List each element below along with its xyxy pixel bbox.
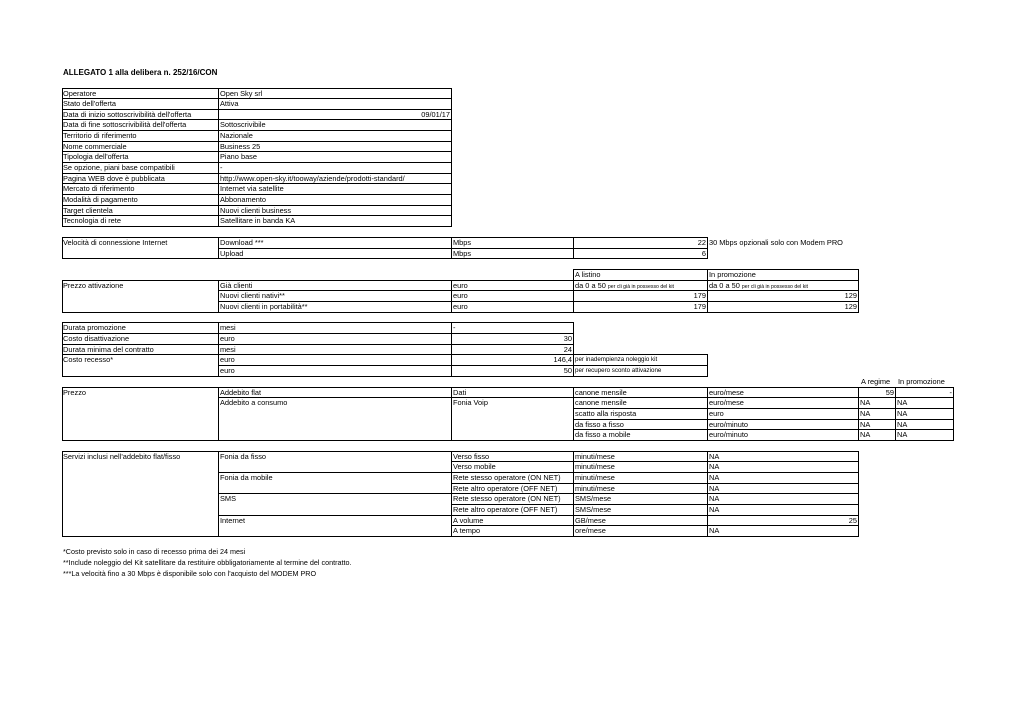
service-unit: ore/mese (575, 526, 606, 535)
activation-unit: euro (453, 281, 468, 290)
duration-label: Costo recesso* (63, 355, 114, 364)
info-label: Tecnologia di rete (63, 216, 121, 225)
consumption-regime: NA (860, 420, 871, 429)
duration-unit: euro (220, 366, 235, 375)
consumption-promo: NA (897, 420, 908, 429)
info-value: Sottoscrivibile (220, 120, 266, 129)
activation-listino: 179 (693, 302, 706, 311)
info-label: Stato dell'offerta (63, 99, 117, 108)
info-label: Nome commerciale (63, 142, 127, 151)
service-group: Fonia da mobile (220, 473, 273, 482)
service-group: Internet (220, 516, 246, 525)
consumption-promo: NA (897, 409, 908, 418)
service-value: NA (709, 494, 720, 503)
col-header-promo: In promozione (898, 377, 945, 386)
consumption-item: scatto alla risposta (575, 409, 637, 418)
duration-note: per recupero sconto attivazione (575, 367, 662, 374)
consumption-type: Fonia Voip (453, 398, 488, 407)
info-value: Nazionale (220, 131, 253, 140)
consumption-unit: euro/mese (709, 398, 744, 407)
service-value: NA (709, 484, 720, 493)
price-label: Prezzo (63, 388, 87, 397)
service-item: Rete altro operatore (OFF NET) (453, 505, 558, 514)
duration-label: Costo disattivazione (63, 334, 130, 343)
activation-type: Già clienti (220, 281, 253, 290)
footnote: ***La velocità fino a 30 Mbps è disponibile solo con l'acquisto del MODEM PRO (63, 569, 317, 578)
activation-label: Prezzo attivazione (63, 281, 124, 290)
duration-unit: mesi (220, 345, 236, 354)
info-value: Abbonamento (220, 195, 267, 204)
service-item: Rete stesso operatore (ON NET) (453, 473, 561, 482)
flat-regime: 59 (885, 388, 894, 397)
duration-value: 24 (563, 345, 572, 354)
consumption-charge-label: Addebito a consumo (220, 398, 288, 407)
activation-type: Nuovi clienti in portabilità** (220, 302, 308, 311)
info-value: Open Sky srl (220, 89, 263, 98)
col-header-listino: A listino (575, 270, 601, 279)
duration-unit: euro (220, 334, 235, 343)
info-label: Territorio di riferimento (63, 131, 137, 140)
consumption-unit: euro/minuto (709, 420, 749, 429)
service-unit: minuti/mese (575, 452, 615, 461)
footnote: **Include noleggio del Kit satellitare da restituire obbligatoriamente al termine del contratto. (63, 558, 352, 567)
speed-type: Upload (220, 249, 244, 258)
speed-value: 22 (697, 238, 706, 247)
service-unit: minuti/mese (575, 473, 615, 482)
speed-unit: Mbps (453, 249, 472, 258)
activation-listino: da 0 a 50 per cli già in possesso del kit (575, 281, 674, 290)
speed-label: Velocità di connessione Internet (63, 238, 168, 247)
info-value: - (220, 163, 223, 172)
services-label: Servizi inclusi nell'addebito flat/fisso (63, 452, 181, 461)
activation-listino: 179 (693, 291, 706, 300)
info-value: Business 25 (220, 142, 261, 151)
duration-label: Durata minima del contratto (63, 345, 154, 354)
consumption-promo: NA (897, 430, 908, 439)
info-value: 09/01/17 (421, 110, 450, 119)
speed-value: 6 (701, 249, 706, 258)
service-group: SMS (220, 494, 237, 503)
activation-promo: 129 (844, 302, 857, 311)
service-item: Rete stesso operatore (ON NET) (453, 494, 561, 503)
service-value: NA (709, 505, 720, 514)
info-value: Nuovi clienti business (220, 206, 292, 215)
info-label: Data di inizio sottoscrivibilità dell'offerta (63, 110, 192, 119)
info-value: Attiva (220, 99, 239, 108)
service-item: Verso fisso (453, 452, 490, 461)
web-page-link[interactable]: http://www.open-sky.it/tooway/aziende/prodotti-standard/ (220, 174, 405, 183)
flat-unit: euro/mese (709, 388, 744, 397)
flat-item: canone mensile (575, 388, 627, 397)
consumption-unit: euro (709, 409, 724, 418)
footnote: *Costo previsto solo in caso di recesso prima dei 24 mesi (63, 547, 246, 556)
consumption-item: da fisso a mobile (575, 430, 631, 439)
duration-value: - (453, 323, 456, 332)
info-label: Se opzione, piani base compatibili (63, 163, 175, 172)
document-title: ALLEGATO 1 alla delibera n. 252/16/CON (63, 68, 218, 77)
duration-value: 30 (563, 334, 572, 343)
duration-unit: euro (220, 355, 235, 364)
info-label: Modalità di pagamento (63, 195, 138, 204)
service-value: 25 (848, 516, 857, 525)
consumption-unit: euro/minuto (709, 430, 749, 439)
service-value: NA (709, 462, 720, 471)
duration-label: Durata promozione (63, 323, 126, 332)
consumption-item: canone mensile (575, 398, 627, 407)
duration-note: per inadempienza noleggio kit (575, 356, 658, 363)
duration-value: 146,4 (553, 355, 572, 364)
info-value: Satellitare in banda KA (220, 216, 296, 225)
consumption-regime: NA (860, 409, 871, 418)
duration-unit: mesi (220, 323, 236, 332)
speed-unit: Mbps (453, 238, 472, 247)
service-unit: SMS/mese (575, 505, 612, 514)
consumption-item: da fisso a fisso (575, 420, 624, 429)
service-value: NA (709, 473, 720, 482)
info-label: Target clientela (63, 206, 113, 215)
info-label: Data di fine sottoscrivibilità dell'offerta (63, 120, 187, 129)
info-label: Pagina WEB dove è pubblicata (63, 174, 165, 183)
info-value: Internet via satellite (220, 184, 284, 193)
info-label: Mercato di riferimento (63, 184, 135, 193)
activation-promo: 129 (844, 291, 857, 300)
activation-type: Nuovi clienti nativi** (220, 291, 285, 300)
service-group: Fonia da fisso (220, 452, 267, 461)
consumption-regime: NA (860, 430, 871, 439)
activation-unit: euro (453, 302, 468, 311)
service-unit: minuti/mese (575, 462, 615, 471)
info-label: Operatore (63, 89, 97, 98)
info-value: Piano base (220, 152, 257, 161)
flat-type: Dati (453, 388, 467, 397)
service-item: Verso mobile (453, 462, 496, 471)
flat-charge-label: Addebito flat (220, 388, 262, 397)
speed-note: 30 Mbps opzionali solo con Modem PRO (709, 238, 843, 247)
activation-promo: da 0 a 50 per cli già in possesso del kit (709, 281, 808, 290)
service-unit: minuti/mese (575, 484, 615, 493)
service-unit: GB/mese (575, 516, 606, 525)
col-header-promo: In promozione (709, 270, 756, 279)
service-item: A tempo (453, 526, 481, 535)
service-value: NA (709, 526, 720, 535)
consumption-regime: NA (860, 398, 871, 407)
service-unit: SMS/mese (575, 494, 612, 503)
flat-promo: - (949, 388, 952, 397)
service-item: Rete altro operatore (OFF NET) (453, 484, 558, 493)
speed-type: Download *** (220, 238, 264, 247)
info-label: Tipologia dell'offerta (63, 152, 129, 161)
service-value: NA (709, 452, 720, 461)
activation-unit: euro (453, 291, 468, 300)
consumption-promo: NA (897, 398, 908, 407)
duration-value: 50 (563, 366, 572, 375)
service-item: A volume (453, 516, 484, 525)
col-header-regime: A regime (861, 377, 891, 386)
